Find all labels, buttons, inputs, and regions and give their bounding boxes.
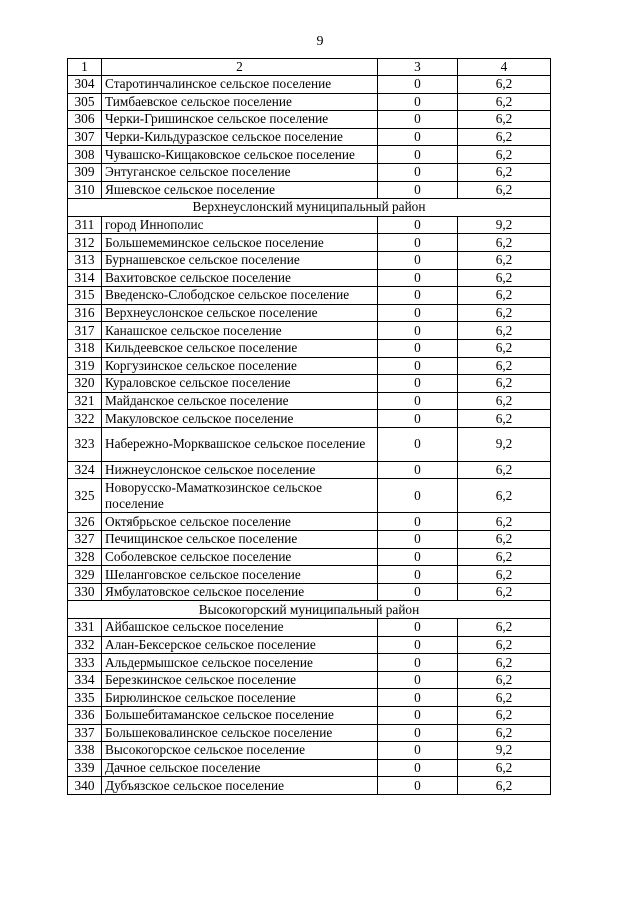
settlement-name: Альдермышское сельское поселение [102,654,378,672]
row-number: 312 [68,234,102,252]
settlement-name: Шеланговское сельское поселение [102,566,378,584]
row-number: 326 [68,513,102,531]
col-header-4: 4 [458,59,551,76]
settlement-name: Черки-Гришинское сельское поселение [102,111,378,129]
value-col-4: 6,2 [458,548,551,566]
value-col-4: 6,2 [458,181,551,199]
value-col-4: 6,2 [458,479,551,513]
table-row [68,357,551,375]
row-number: 332 [68,636,102,654]
header-row [68,59,551,76]
table-body [68,76,551,795]
row-number: 305 [68,93,102,111]
row-number: 322 [68,410,102,428]
settlement-name: Большемеминское сельское поселение [102,234,378,252]
settlement-name: Вахитовское сельское поселение [102,269,378,287]
table-row [68,427,551,461]
col-header-3: 3 [378,59,458,76]
value-col-4: 6,2 [458,392,551,410]
row-number: 311 [68,216,102,234]
row-number: 325 [68,479,102,513]
settlement-name: Ямбулатовское сельское поселение [102,583,378,601]
row-number: 316 [68,304,102,322]
settlement-name: Печищинское сельское поселение [102,531,378,549]
table-row [68,724,551,742]
value-col-3: 0 [378,583,458,601]
row-number: 331 [68,619,102,637]
table-row [68,410,551,428]
settlement-name: Березкинское сельское поселение [102,671,378,689]
value-col-4: 6,2 [458,707,551,725]
value-col-3: 0 [378,759,458,777]
row-number: 329 [68,566,102,584]
value-col-4: 6,2 [458,671,551,689]
table-row [68,216,551,234]
table-row [68,146,551,164]
table-row [68,128,551,146]
value-col-3: 0 [378,287,458,305]
table-row [68,461,551,479]
value-col-3: 0 [378,777,458,795]
value-col-4: 6,2 [458,566,551,584]
value-col-3: 0 [378,707,458,725]
value-col-3: 0 [378,251,458,269]
col-header-2: 2 [102,59,378,76]
table-row [68,654,551,672]
table-row [68,479,551,513]
row-number: 307 [68,128,102,146]
table-row [68,548,551,566]
settlement-name: Черки-Кильдуразское сельское поселение [102,128,378,146]
settlement-name: Алан-Бексерское сельское поселение [102,636,378,654]
table-row [68,251,551,269]
page-number: 9 [316,34,324,49]
value-col-3: 0 [378,339,458,357]
settlement-name: Бурнашевское сельское поселение [102,251,378,269]
value-col-4: 6,2 [458,689,551,707]
settlement-name: Введенско-Слободское сельское поселение [102,287,378,305]
table-row [68,759,551,777]
value-col-3: 0 [378,689,458,707]
row-number: 313 [68,251,102,269]
value-col-3: 0 [378,671,458,689]
value-col-3: 0 [378,392,458,410]
row-number: 324 [68,461,102,479]
value-col-4: 6,2 [458,583,551,601]
row-number: 314 [68,269,102,287]
row-number: 308 [68,146,102,164]
value-col-3: 0 [378,531,458,549]
value-col-3: 0 [378,181,458,199]
table-row [68,531,551,549]
table-row [68,234,551,252]
col-header-1: 1 [68,59,102,76]
row-number: 339 [68,759,102,777]
value-col-4: 6,2 [458,111,551,129]
settlement-name: Верхнеуслонское сельское поселение [102,304,378,322]
value-col-4: 6,2 [458,269,551,287]
settlement-name: Дачное сельское поселение [102,759,378,777]
value-col-4: 6,2 [458,531,551,549]
value-col-4: 6,2 [458,146,551,164]
value-col-3: 0 [378,269,458,287]
settlement-name: Канашское сельское поселение [102,322,378,340]
value-col-4: 6,2 [458,724,551,742]
row-number: 315 [68,287,102,305]
value-col-4: 6,2 [458,304,551,322]
row-number: 338 [68,742,102,760]
value-col-4: 6,2 [458,234,551,252]
row-number: 335 [68,689,102,707]
settlement-name: город Иннополис [102,216,378,234]
settlement-name: Кильдеевское сельское поселение [102,339,378,357]
value-col-3: 0 [378,461,458,479]
table-row [68,287,551,305]
value-col-4: 6,2 [458,93,551,111]
table-row [68,583,551,601]
section-header-row [68,199,551,217]
table-row [68,566,551,584]
row-number: 318 [68,339,102,357]
value-col-3: 0 [378,513,458,531]
table-row [68,742,551,760]
settlement-name: Дубъязское сельское поселение [102,777,378,795]
value-col-3: 0 [378,619,458,637]
value-col-4: 6,2 [458,339,551,357]
row-number: 310 [68,181,102,199]
settlement-name: Большебитаманское сельское поселение [102,707,378,725]
value-col-3: 0 [378,93,458,111]
value-col-4: 6,2 [458,287,551,305]
row-number: 327 [68,531,102,549]
row-number: 340 [68,777,102,795]
value-col-3: 0 [378,410,458,428]
row-number: 319 [68,357,102,375]
value-col-4: 6,2 [458,410,551,428]
settlement-name: Набережно-Морквашское сельское поселение [102,427,378,461]
value-col-4: 6,2 [458,461,551,479]
value-col-4: 9,2 [458,427,551,461]
settlement-name: Макуловское сельское поселение [102,410,378,428]
settlement-name: Айбашское сельское поселение [102,619,378,637]
settlement-name: Соболевское сельское поселение [102,548,378,566]
table-row [68,93,551,111]
value-col-4: 6,2 [458,251,551,269]
value-col-3: 0 [378,375,458,393]
value-col-4: 6,2 [458,357,551,375]
row-number: 336 [68,707,102,725]
district-title: Верхнеуслонский муниципальный район [68,199,551,217]
value-col-4: 6,2 [458,654,551,672]
value-col-4: 6,2 [458,163,551,181]
table-row [68,322,551,340]
settlement-name: Старотинчалинское сельское поселение [102,76,378,94]
value-col-4: 6,2 [458,619,551,637]
value-col-3: 0 [378,479,458,513]
table-row [68,671,551,689]
value-col-3: 0 [378,636,458,654]
table-row [68,163,551,181]
row-number: 309 [68,163,102,181]
value-col-4: 6,2 [458,777,551,795]
settlement-name: Бирюлинское сельское поселение [102,689,378,707]
value-col-3: 0 [378,76,458,94]
value-col-4: 6,2 [458,322,551,340]
settlement-name: Коргузинское сельское поселение [102,357,378,375]
row-number: 323 [68,427,102,461]
settlement-name: Новорусско-Маматкозинское сельское поселение [102,479,378,513]
value-col-3: 0 [378,304,458,322]
settlement-name: Яшевское сельское поселение [102,181,378,199]
table-row [68,392,551,410]
row-number: 337 [68,724,102,742]
settlement-name: Высокогорское сельское поселение [102,742,378,760]
row-number: 328 [68,548,102,566]
row-number: 304 [68,76,102,94]
row-number: 334 [68,671,102,689]
table-row [68,636,551,654]
value-col-3: 0 [378,111,458,129]
value-col-4: 6,2 [458,636,551,654]
section-header-row [68,601,551,619]
table-row [68,777,551,795]
value-col-3: 0 [378,724,458,742]
value-col-3: 0 [378,128,458,146]
value-col-3: 0 [378,427,458,461]
table-row [68,375,551,393]
settlement-name: Энтуганское сельское поселение [102,163,378,181]
value-col-3: 0 [378,357,458,375]
settlement-name: Кураловское сельское поселение [102,375,378,393]
table-row [68,339,551,357]
value-col-3: 0 [378,742,458,760]
value-col-3: 0 [378,163,458,181]
settlement-name: Большековалинское сельское поселение [102,724,378,742]
value-col-4: 9,2 [458,216,551,234]
value-col-3: 0 [378,654,458,672]
value-col-3: 0 [378,566,458,584]
value-col-4: 6,2 [458,759,551,777]
value-col-3: 0 [378,234,458,252]
settlement-name: Майданское сельское поселение [102,392,378,410]
value-col-3: 0 [378,548,458,566]
table-row [68,707,551,725]
table-row [68,269,551,287]
value-col-3: 0 [378,216,458,234]
value-col-4: 6,2 [458,128,551,146]
row-number: 321 [68,392,102,410]
table-row [68,76,551,94]
value-col-3: 0 [378,322,458,340]
settlement-table [67,58,551,795]
table-row [68,513,551,531]
table-row [68,304,551,322]
row-number: 306 [68,111,102,129]
table-row [68,619,551,637]
settlement-name: Октябрьское сельское поселение [102,513,378,531]
table-row [68,181,551,199]
settlement-name: Тимбаевское сельское поселение [102,93,378,111]
row-number: 333 [68,654,102,672]
settlement-name: Нижнеуслонское сельское поселение [102,461,378,479]
value-col-3: 0 [378,146,458,164]
value-col-4: 6,2 [458,513,551,531]
value-col-4: 6,2 [458,76,551,94]
settlement-name: Чувашско-Кищаковское сельское поселение [102,146,378,164]
row-number: 330 [68,583,102,601]
table-row [68,689,551,707]
district-title: Высокогорский муниципальный район [68,601,551,619]
value-col-4: 6,2 [458,375,551,393]
row-number: 320 [68,375,102,393]
row-number: 317 [68,322,102,340]
table-row [68,111,551,129]
value-col-4: 9,2 [458,742,551,760]
